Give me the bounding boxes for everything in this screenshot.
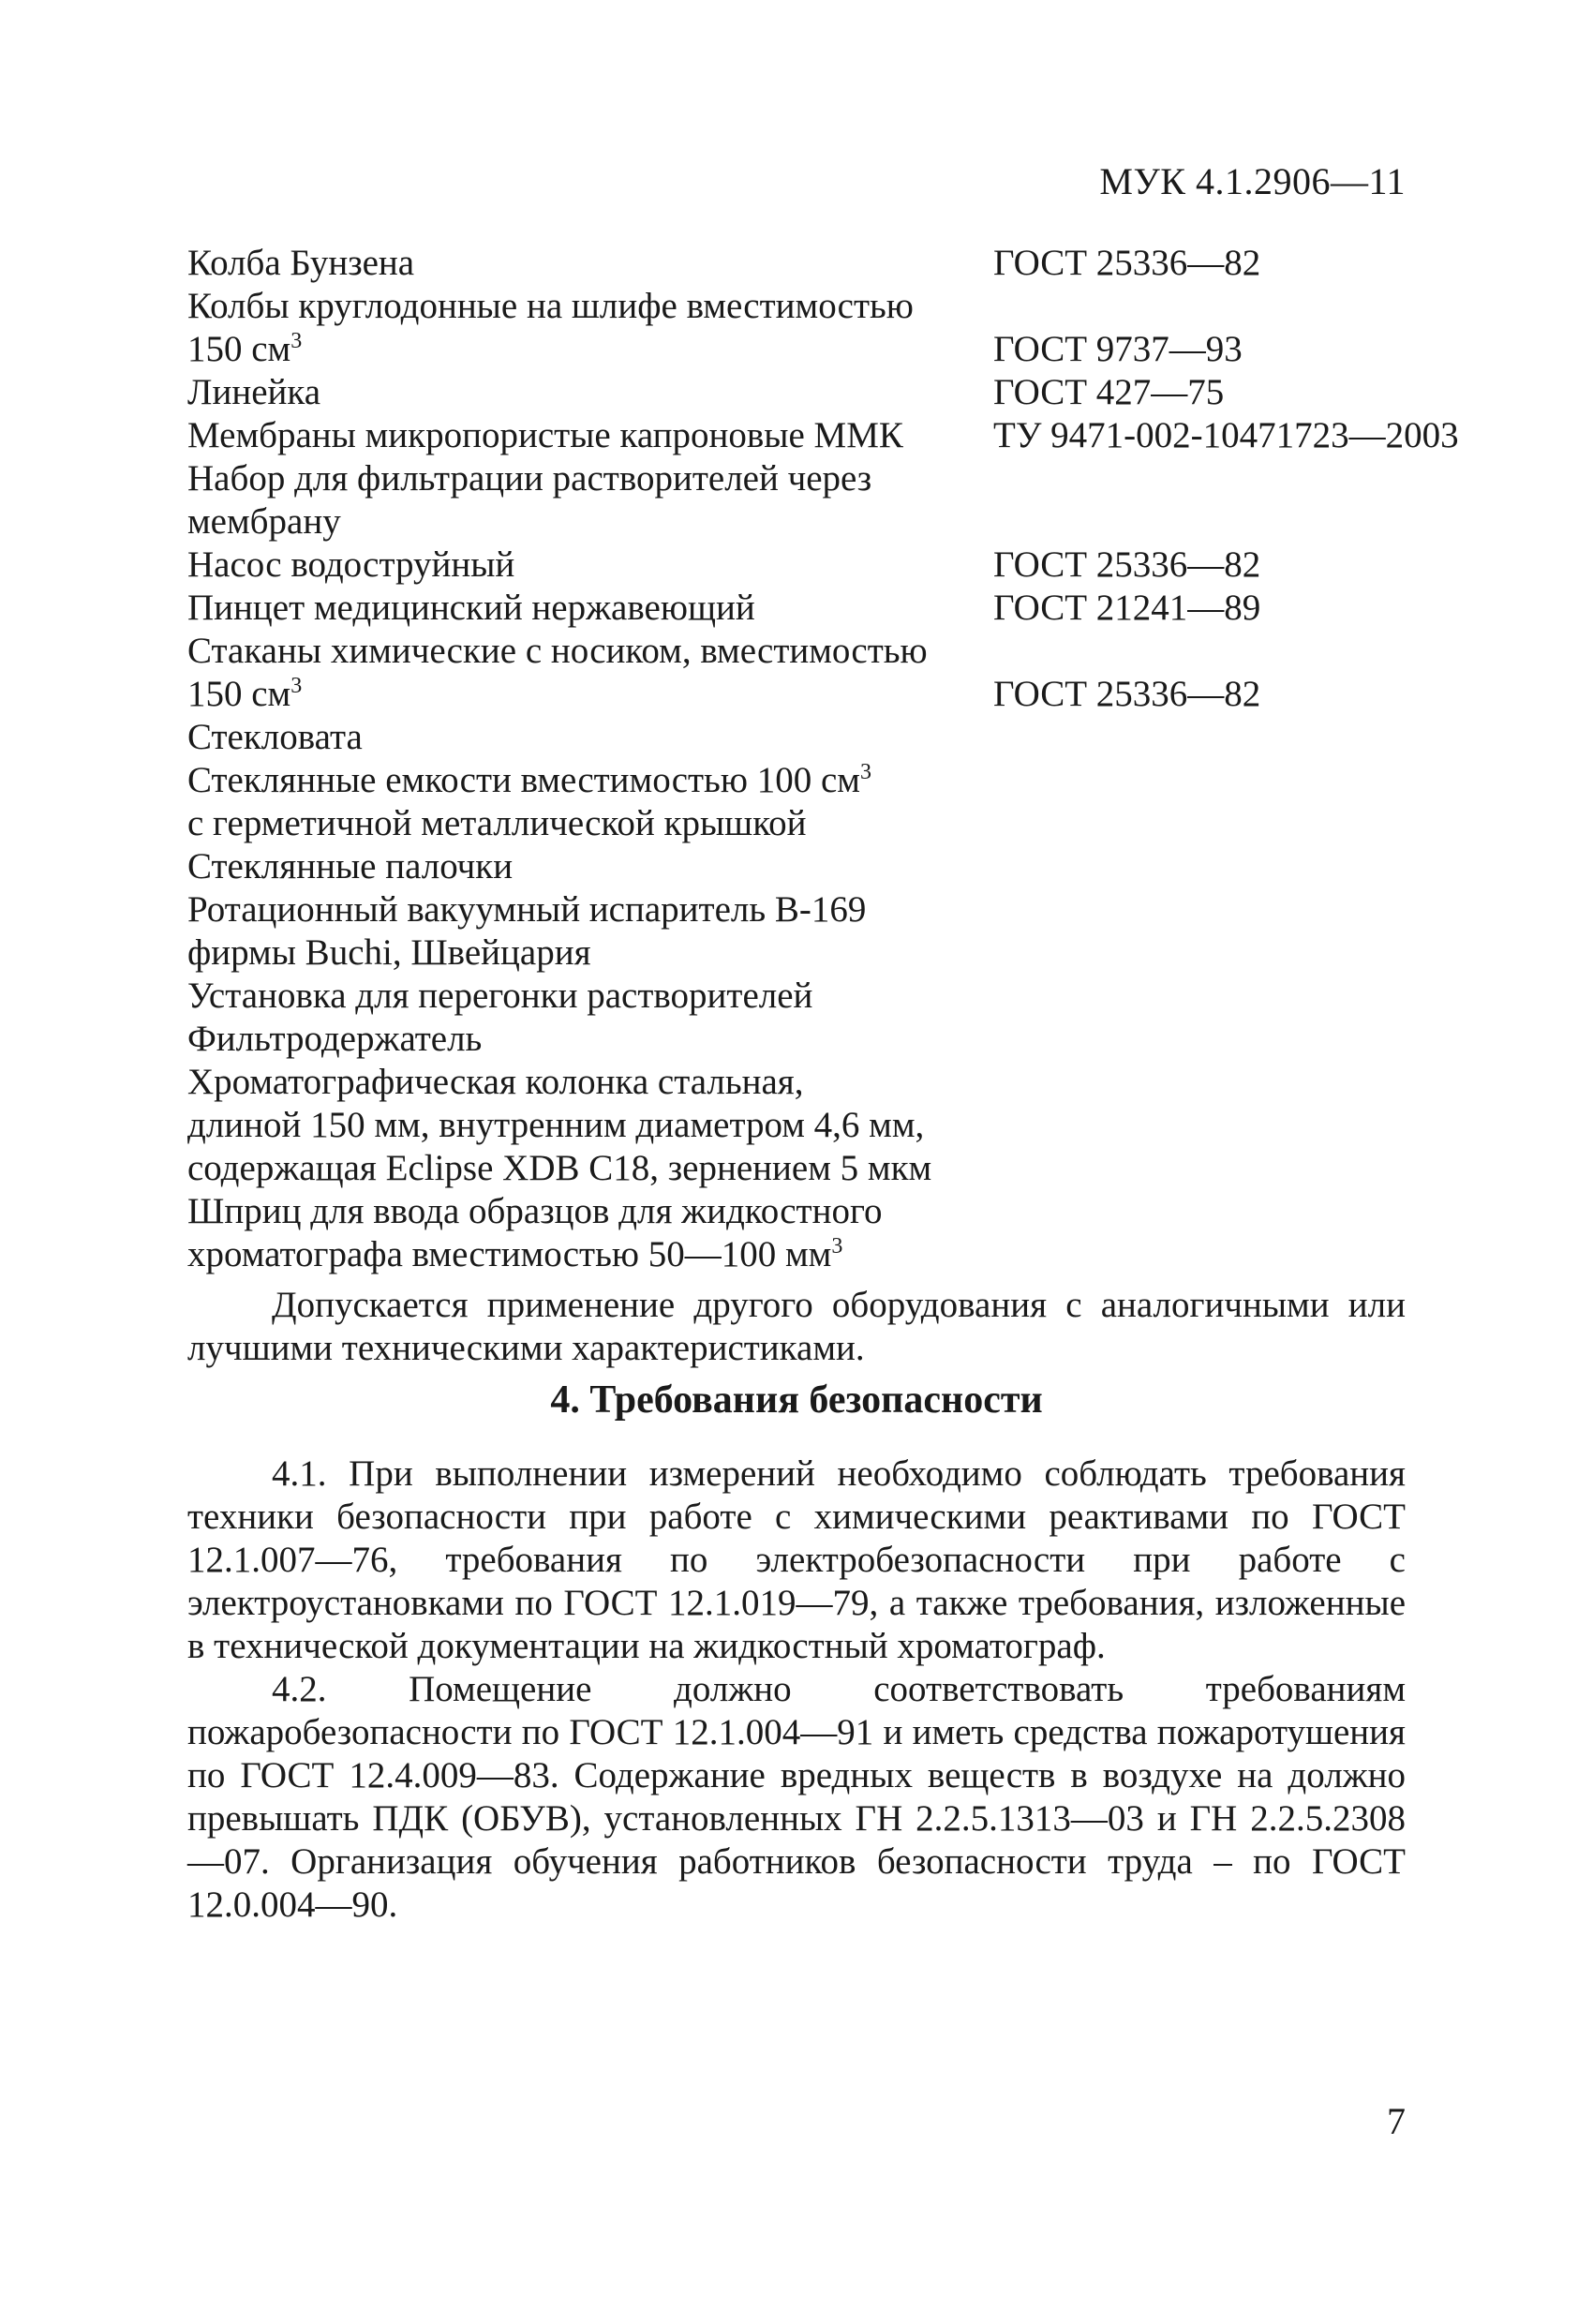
equipment-row — [187, 1104, 1518, 1147]
equipment-name: фирмы Buchi, Швейцария — [187, 932, 591, 973]
equipment-row — [187, 371, 1518, 414]
equipment-row — [187, 759, 1518, 802]
equipment-name: Набор для фильтрации растворителей через — [187, 458, 872, 499]
equipment-standard: ГОСТ 427—75 — [993, 372, 1225, 412]
equipment-name: Колбы круглодонные на шлифе вместимостью — [187, 286, 914, 326]
equipment-row — [187, 673, 1518, 716]
equipment-name: содержащая Eclipse XDB C18, зернением 5 мкм — [187, 1148, 932, 1188]
document-code: МУК 4.1.2906—11 — [1099, 160, 1406, 202]
paragraph-4-1: 4.1. При выполнении измерений необходимо соблюдать требования техники безопасности при работе с химическими реактивами по ГОСТ 12.1.007—76, требования по электробезопасности при работе с электроустановками по ГОСТ 12.1.019—79, а также требования, изложенные в технической документации на жидкостный хроматограф. — [187, 1453, 1406, 1666]
equipment-row — [187, 587, 1518, 630]
equipment-row — [187, 845, 1518, 888]
equipment-row — [187, 544, 1518, 587]
equipment-name: Пинцет медицинский нержавеющий — [187, 588, 755, 628]
equipment-row — [187, 457, 1518, 500]
superscript: 3 — [290, 329, 303, 353]
equipment-name: Линейка — [187, 372, 321, 412]
equipment-name: длиной 150 мм, внутренним диаметром 4,6 мм, — [187, 1105, 925, 1145]
equipment-name: Стекловата — [187, 717, 363, 757]
equipment-name: мембрану — [187, 501, 341, 542]
equipment-name: Мембраны микропористые капроновые ММК — [187, 415, 903, 455]
equipment-row — [187, 1147, 1518, 1190]
equipment-row — [187, 242, 1518, 285]
equipment-name: Установка для перегонки растворителей — [187, 976, 813, 1016]
equipment-standard: ГОСТ 21241—89 — [993, 588, 1261, 628]
equipment-name: Фильтродержатель — [187, 1019, 483, 1059]
paragraph-4-2: 4.2. Помещение должно соответствовать требованиям пожаробезопасности по ГОСТ 12.1.004—91 и иметь средства пожаротушения по ГОСТ 12.4.009—83. Содержание вредных веществ в воздухе на должно превышать ПДК (ОБУВ), установленных ГН 2.2.5.1313—03 и ГН 2.2.5.2308—07. Организация обучения работников безопасности труда – по ГОСТ 12.0.004—90. — [187, 1669, 1406, 1925]
equipment-standard: ГОСТ 25336—82 — [993, 243, 1261, 283]
equipment-list — [187, 242, 1518, 1276]
equipment-row — [187, 1190, 1518, 1233]
equipment-standard: ГОСТ 25336—82 — [993, 674, 1261, 714]
equipment-row — [187, 1018, 1518, 1061]
equipment-name: с герметичной металлической крышкой — [187, 803, 807, 843]
equipment-row — [187, 1061, 1518, 1104]
equipment-row — [187, 802, 1518, 845]
equipment-row — [187, 500, 1518, 544]
page-number: 7 — [1387, 2100, 1406, 2142]
superscript: 3 — [831, 1234, 843, 1259]
equipment-row — [187, 888, 1518, 931]
equipment-name: 150 $см^3$ — [187, 674, 303, 714]
superscript: 3 — [859, 760, 871, 784]
equipment-name: Насос водоструйный — [187, 544, 515, 585]
equipment-name: Шприц для ввода образцов для жидкостного — [187, 1191, 883, 1231]
equipment-name: Хроматографическая колонка стальная, — [187, 1062, 804, 1102]
equipment-name: 150 $см^3$ — [187, 329, 303, 369]
equipment-standard: ГОСТ 9737—93 — [993, 329, 1243, 369]
equipment-name: хроматографа вместимостью 50—100 $мм^3$ — [187, 1234, 843, 1274]
equipment-row — [187, 975, 1518, 1018]
equipment-row — [187, 716, 1518, 759]
equipment-name: Стеклянные палочки — [187, 846, 514, 886]
equipment-note: Допускается применение другого оборудования с аналогичными или лучшими техническими характеристиками. — [187, 1285, 1406, 1368]
equipment-row — [187, 328, 1518, 371]
equipment-name: Ротационный вакуумный испаритель В-169 — [187, 889, 867, 930]
equipment-row — [187, 931, 1518, 975]
equipment-row — [187, 1233, 1518, 1276]
superscript: 3 — [290, 674, 303, 698]
section-title: 4. Требования безопасности — [550, 1378, 1043, 1422]
equipment-standard: ГОСТ 25336—82 — [993, 544, 1261, 585]
equipment-row — [187, 414, 1518, 457]
equipment-standard: ТУ 9471-002-10471723—2003 — [993, 415, 1459, 455]
equipment-row — [187, 630, 1518, 673]
equipment-row — [187, 285, 1518, 328]
equipment-name: Стеклянные емкости вместимостью 100 $см^3$ — [187, 760, 871, 800]
equipment-name: Стаканы химические с носиком, вместимостью — [187, 631, 928, 671]
equipment-name: Колба Бунзена — [187, 243, 415, 283]
